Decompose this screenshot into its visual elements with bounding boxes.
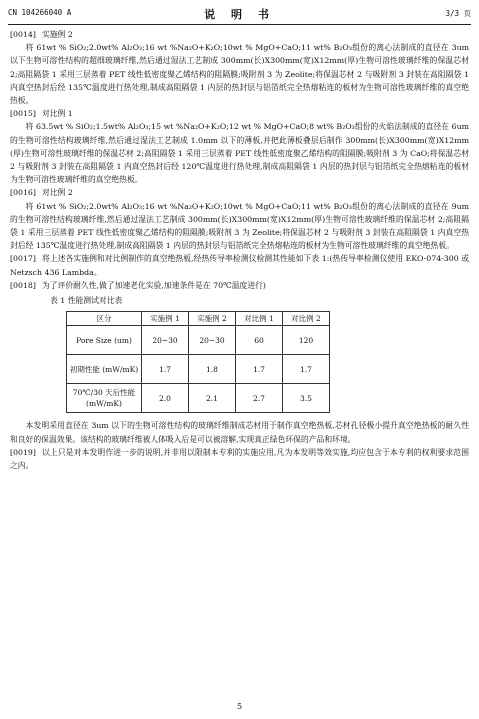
performance-comparison-table <box>66 311 330 413</box>
table-cell: 2.7 <box>236 384 283 413</box>
paragraph-0019 <box>10 446 469 472</box>
table-row <box>67 326 330 355</box>
table-header-cell: 对比例 1 <box>236 312 283 326</box>
table-cell: 60 <box>236 326 283 355</box>
section-heading: 对比例 2 <box>41 188 73 198</box>
paragraph-tag: [0018] <box>10 280 36 290</box>
table-row <box>67 355 330 384</box>
paragraph-summary: 本发明采用直径在 3um 以下的生物可溶性结构的玻璃纤维制成芯材用于制作真空绝热板,芯材孔径极小提升真空绝热板的耐久性和良好的保温效果。该结构的玻璃纤维被人体吸入后是可以被溶解,实现真正绿色环保的产品和环境。 <box>10 421 469 444</box>
section-heading: 实施例 2 <box>41 30 73 39</box>
row-label: 70℃/30 天后性能 (mW/mK) <box>67 384 142 413</box>
paragraph-0014-text: 将 61wt % SiO₂;2.0wt% Al₂O₃;16 wt %Na₂O+K₂O;10wt % MgO+CaO;11 wt% B₂O₃组份的离心法制成的直径在 3um 以下生物可溶性结构的超细玻璃纤维,然后通过湿法工艺制成 300mm(长)X300mm(宽)X12mm(厚)生物可溶性玻璃纤维的保温芯材 2;高阻隔袋 1 采用三层蒸着 PET 线性低密度聚乙烯结构的阻隔膜;吸附剂 3 为 Zeolite;将保温芯材 2 与吸附剂 3 封装在高阻隔袋 1 内真空热封后经 135℃温度进行热处理,制成高阻隔袋 1 内层的热封层与铝箔纸完全热熔粘连的板材为生物可溶性玻璃纤维的真空绝热板。 <box>10 43 469 106</box>
paragraph-tag: [0015] <box>10 109 36 119</box>
row-label: 初期性能 (mW/mK) <box>67 355 142 384</box>
table-cell: 20~30 <box>189 326 236 355</box>
table-cell: 1.7 <box>283 355 330 384</box>
paragraph-0016-heading <box>10 186 469 199</box>
paragraph-tag: [0019] <box>10 447 36 457</box>
paragraph-text: 以上只是对本发明作进一步的说明,并非用以限制本专利的实施应用,凡为本发明等效实施,均应包含于本专利的权利要求范围之内。 <box>10 447 469 471</box>
header-rule <box>8 24 471 25</box>
section-heading: 对比例 1 <box>41 109 73 119</box>
page-number: 5 <box>236 702 243 711</box>
paragraph-0014-heading <box>10 28 469 41</box>
document-body <box>10 28 469 472</box>
table-header-cell: 区分 <box>67 312 142 326</box>
paragraph-0015-heading <box>10 107 469 120</box>
table-header-row <box>67 312 330 326</box>
page-indicator: 3/3 页 <box>445 9 471 18</box>
page-header <box>8 6 471 22</box>
paragraph-0017 <box>10 252 469 278</box>
table-header-cell: 实施例 2 <box>189 312 236 326</box>
table-cell: 2.0 <box>142 384 189 413</box>
table-row <box>67 384 330 413</box>
table-cell: 1.7 <box>142 355 189 384</box>
paragraph-tag: [0017] <box>10 254 36 264</box>
table-cell: 2.1 <box>189 384 236 413</box>
document-number: CN 104266040 A <box>8 8 72 17</box>
table-cell: 120 <box>283 326 330 355</box>
paragraph-0018 <box>10 279 469 292</box>
paragraph-tag: [0016] <box>10 188 36 198</box>
document-title: 说 明 书 <box>204 8 275 21</box>
table-cell: 1.7 <box>236 355 283 384</box>
paragraph-0016-text: 将 61wt % SiO₂;2.0wt% Al₂O₃;16 wt %Na₂O+K₂O;10wt % MgO+CaO;11 wt% B₂O₃组份的离心法制成的直径在 9um 的生物可溶性结构玻璃纤维,然后通过湿法工艺制成 300mm(长)X300mm(宽)X12mm(厚)生物可溶性玻璃纤维的保温芯材 2;高阻隔袋 1 采用三层蒸着 PET 线性低密度聚乙烯结构的阻隔膜;吸附剂 3 为 Zeolite;将保温芯材 2 与吸附剂 3 封装在高阻隔袋 1 内真空热封后经 135℃温度进行热处理,制成高阻隔袋 1 内层的热封层与铝箔纸完全热熔粘连的板材为生物可溶性玻璃纤维的真空绝热板。 <box>10 201 469 251</box>
table-header-cell: 对比例 2 <box>283 312 330 326</box>
paragraph-text: 为了评价耐久性,做了加速老化实验,加速条件是在 70℃温度进行) <box>41 280 266 290</box>
row-label: Pore Size (um) <box>67 326 142 355</box>
paragraph-tag: [0014] <box>10 30 36 39</box>
paragraph-text: 将上述各实施例和对比例制作的真空绝热板,经热传导率检测仪检测其性能如下表 1:(热传导率检测仪使用 EKO-074-300 或 Netzsch 436 Lambda。 <box>10 254 469 277</box>
table-caption: 表 1 性能测试对比表 <box>50 296 123 306</box>
table-cell: 1.8 <box>189 355 236 384</box>
table-cell: 3.5 <box>283 384 330 413</box>
table-cell: 20~30 <box>142 326 189 355</box>
paragraph-0015-text: 将 63.5wt % SiO₂;1.5wt% Al₂O₃;15 wt %Na₂O+K₂O;12 wt % MgO+CaO;8 wt% B₂O₃组份的火焰法制成的直径在 6um 的生物可溶性结构玻璃纤维,然后通过湿法工艺制成 1.0mm 以下的薄板,并把此薄板叠层后制作 300mm(长)X300mm(宽)X12mm(厚)生物可溶性玻璃纤维的保温芯材 2;高阻隔袋 1 采用三层蒸着 PET 线性低密度聚乙烯结构的阻隔膜;吸附剂 3 为 CaO;将保温芯材 2 与吸附剂 3 封装在高阻隔袋 1 内真空热封后经 120℃温度进行热处理,制成高阻隔袋 1 内层的热封层与铝箔纸完全热熔粘连的板材为生物可溶性玻璃纤维的真空绝热板。 <box>10 122 469 185</box>
table-header-cell: 实施例 1 <box>142 312 189 326</box>
